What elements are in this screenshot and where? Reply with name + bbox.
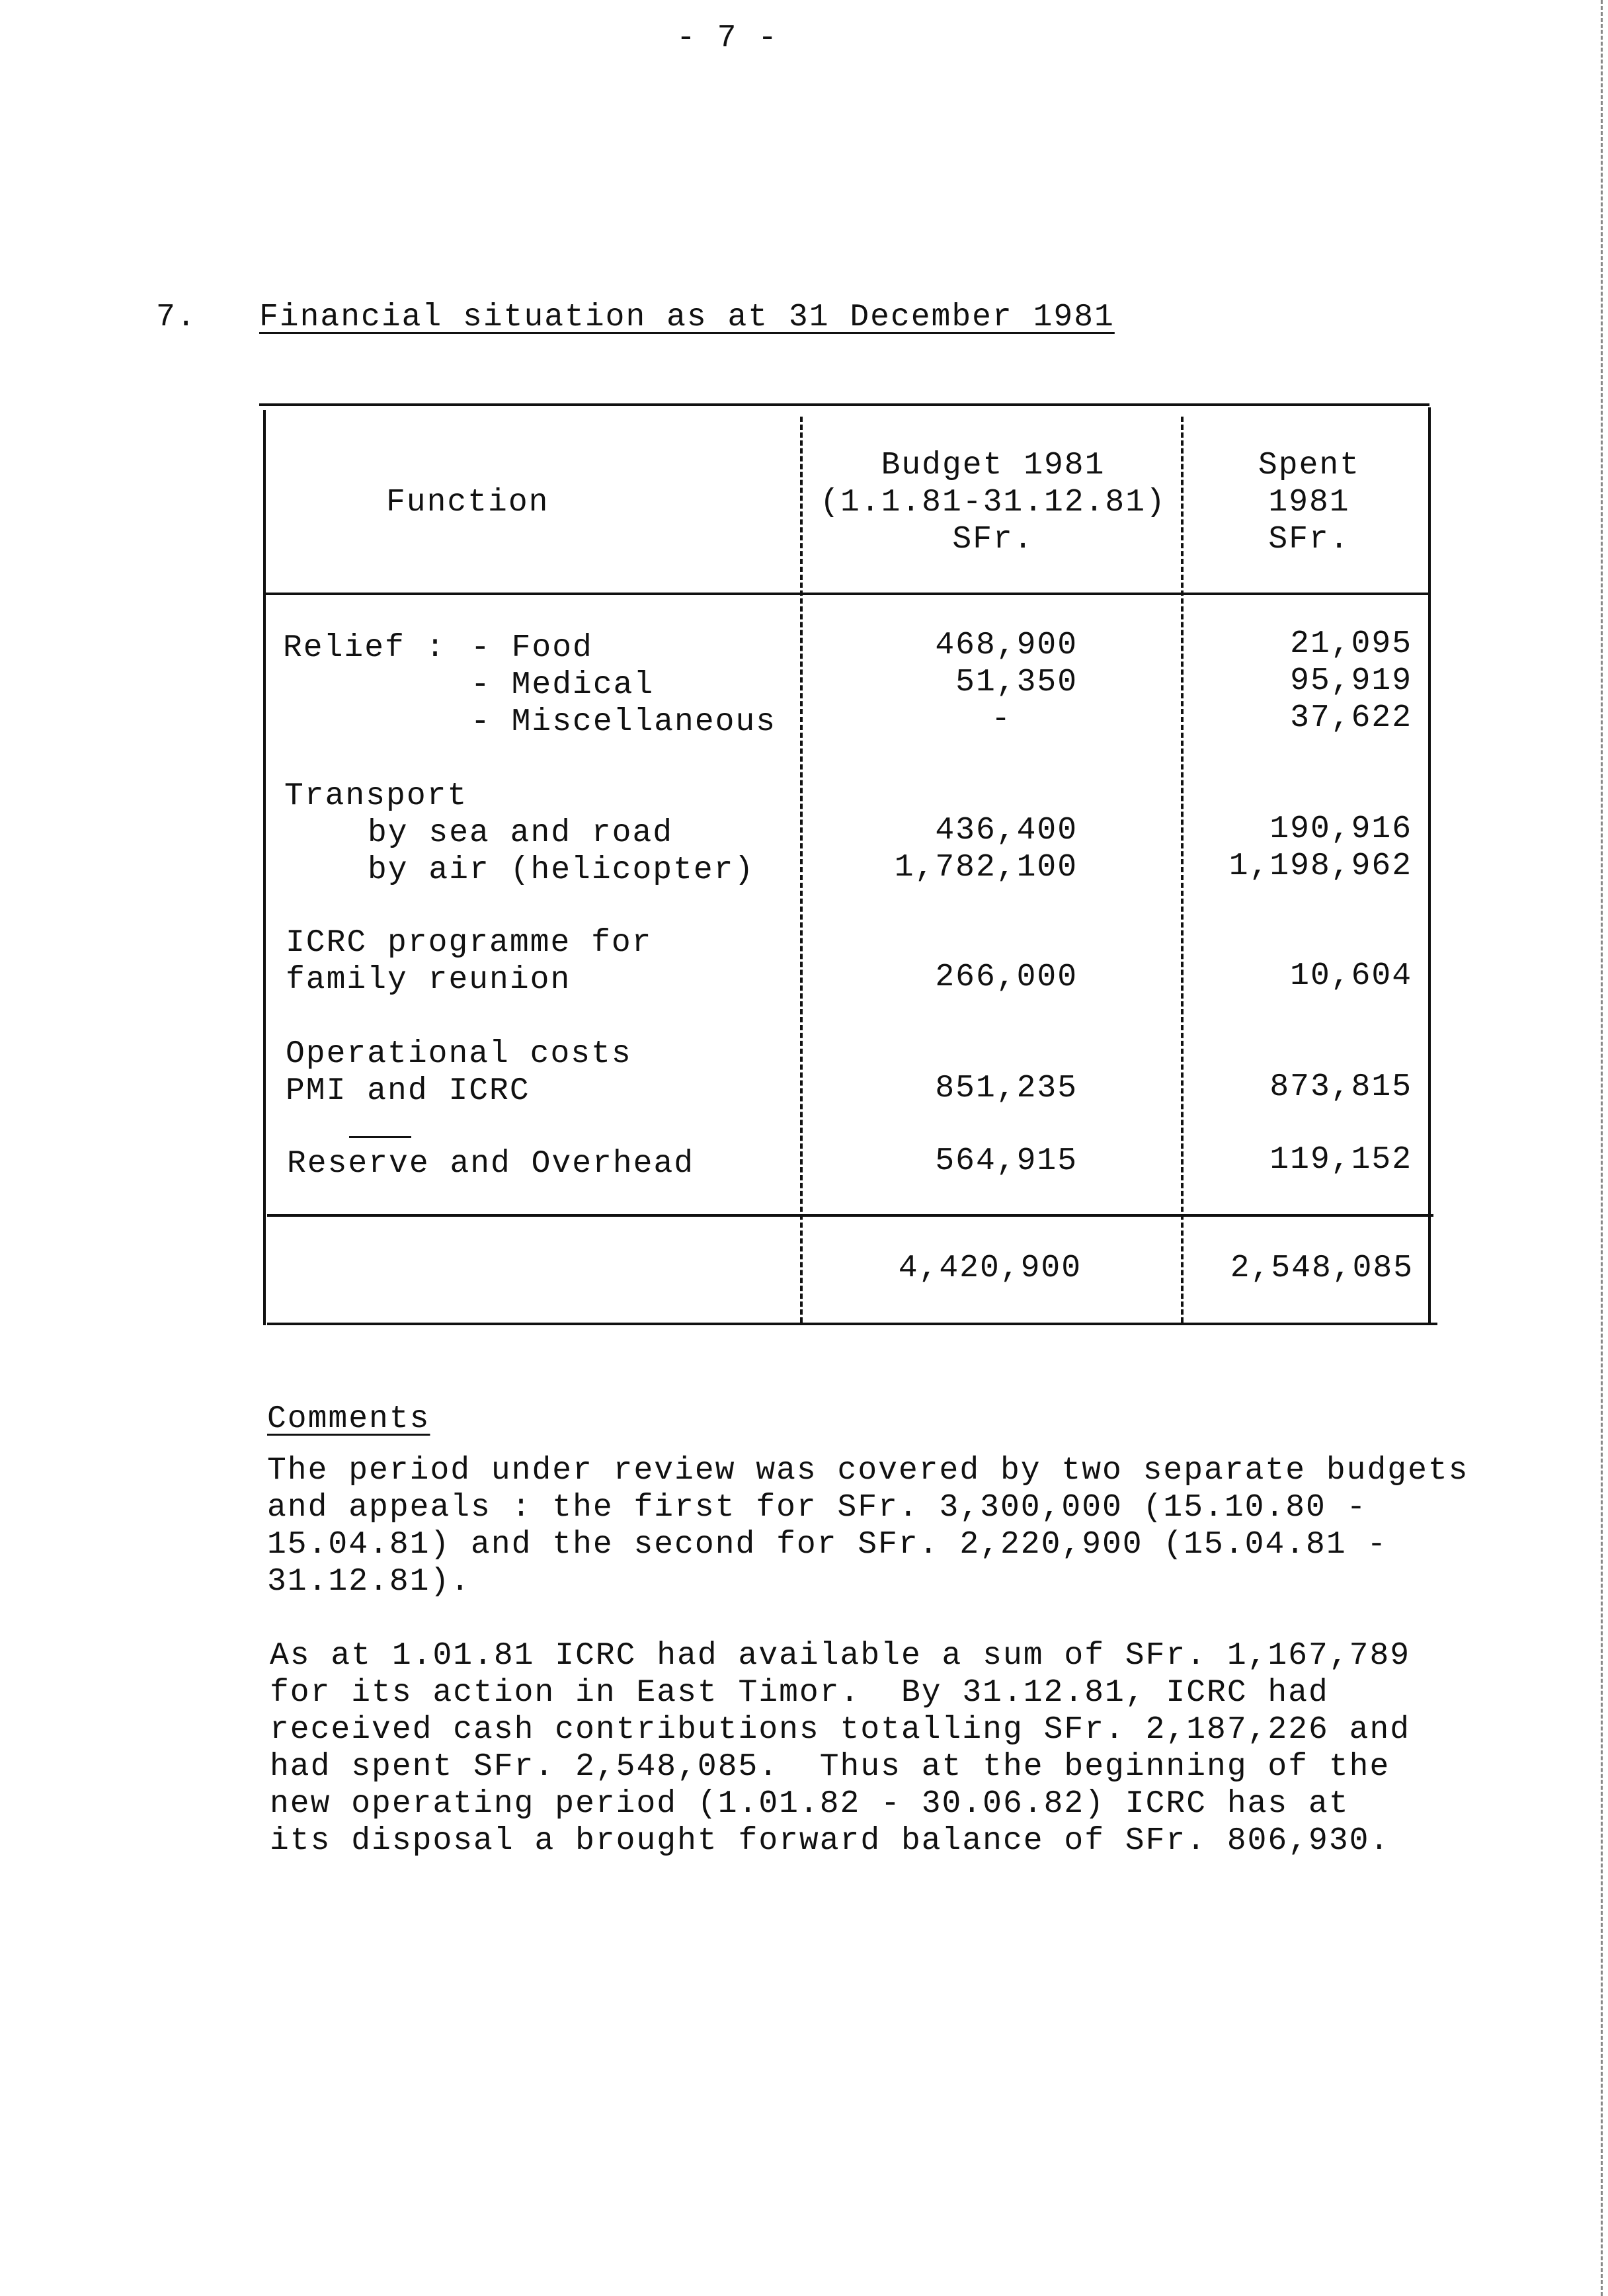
section-number: 7. — [156, 300, 197, 335]
row-spent-medical: 95,919 — [1290, 663, 1412, 699]
row-label-pmi-icrc: PMI and ICRC — [286, 1073, 530, 1109]
row-label-reserve-overhead: Reserve and Overhead — [287, 1146, 695, 1182]
page-number: - 7 - — [676, 20, 779, 56]
paragraph-line: had spent SFr. 2,548,085. Thus at the beginning of the — [270, 1749, 1390, 1785]
row-budget-sea-road: 436,400 — [935, 813, 1078, 848]
header-spent-line-2: 1981 — [1268, 485, 1350, 520]
row-label-icrc-programme: ICRC programme for — [286, 925, 653, 961]
row-budget-medical: 51,350 — [955, 665, 1078, 700]
table-bottom-border — [267, 1323, 1437, 1325]
row-budget-reserve-overhead: 564,915 — [935, 1143, 1078, 1179]
row-label-relief: Relief : — [283, 630, 446, 666]
row-spent-air: 1,198,962 — [1228, 848, 1412, 884]
row-spent-family-reunion: 10,604 — [1290, 958, 1412, 994]
row-spent-sea-road: 190,916 — [1269, 811, 1412, 847]
paragraph-line: and appeals : the first for SFr. 3,300,000 (15.10.80 - — [267, 1490, 1367, 1526]
paragraph-line: its disposal a brought forward balance of SFr. 806,930. — [270, 1823, 1390, 1859]
column-divider-1 — [800, 417, 803, 1323]
row-label-transport: Transport — [284, 778, 468, 814]
reserve-overline — [349, 1136, 411, 1138]
row-spent-pmi-icrc: 873,815 — [1269, 1069, 1412, 1105]
row-spent-miscellaneous: 37,622 — [1290, 700, 1412, 736]
column-divider-2 — [1181, 417, 1184, 1323]
row-label-air: by air (helicopter) — [368, 852, 755, 888]
paragraph-line: 15.04.81) and the second for SFr. 2,220,900 (15.04.81 - — [267, 1527, 1388, 1563]
row-label-miscellaneous: - Miscellaneous — [471, 704, 777, 740]
row-budget-air: 1,782,100 — [894, 850, 1078, 885]
header-budget-line-1: Budget 1981 — [881, 448, 1106, 483]
paragraph-line: received cash contributions totalling SFr. 2,187,226 and — [270, 1712, 1411, 1748]
total-budget: 4,420,900 — [898, 1250, 1082, 1286]
row-label-family-reunion: family reunion — [286, 962, 571, 998]
row-budget-food: 468,900 — [935, 628, 1078, 663]
table-header-border — [263, 593, 1431, 595]
paragraph-line: for its action in East Timor. By 31.12.81, ICRC had — [270, 1675, 1329, 1711]
header-function: Function — [386, 485, 549, 520]
row-spent-reserve-overhead: 119,152 — [1269, 1142, 1412, 1178]
page-edge — [1601, 0, 1603, 2296]
comments-heading: Comments — [267, 1401, 430, 1437]
row-spent-food: 21,095 — [1290, 626, 1412, 662]
paragraph-line: The period under review was covered by two separate budgets — [267, 1453, 1469, 1489]
table-left-border — [263, 410, 266, 1325]
header-budget-line-3: SFr. — [952, 522, 1034, 557]
row-label-food: - Food — [471, 630, 593, 666]
row-label-operational-costs: Operational costs — [286, 1036, 632, 1072]
header-spent-line-3: SFr. — [1268, 522, 1350, 557]
header-budget-line-2: (1.1.81-31.12.81) — [820, 485, 1166, 520]
row-budget-miscellaneous: - — [991, 702, 1012, 737]
total-spent: 2,548,085 — [1230, 1250, 1414, 1286]
row-label-sea-road: by sea and road — [368, 815, 674, 851]
row-budget-family-reunion: 266,000 — [935, 960, 1078, 995]
table-right-border — [1428, 407, 1431, 1325]
paragraph-line: new operating period (1.01.82 - 30.06.82) ICRC has at — [270, 1786, 1349, 1822]
header-spent-line-1: Spent — [1258, 448, 1361, 483]
table-total-border — [267, 1214, 1433, 1217]
row-budget-pmi-icrc: 851,235 — [935, 1071, 1078, 1106]
paragraph-line: 31.12.81). — [267, 1564, 471, 1600]
row-label-medical: - Medical — [471, 667, 655, 703]
paragraph-line: As at 1.01.81 ICRC had available a sum of SFr. 1,167,789 — [270, 1638, 1411, 1674]
section-title: Financial situation as at 31 December 1981 — [259, 300, 1115, 335]
table-top-border — [259, 403, 1429, 406]
